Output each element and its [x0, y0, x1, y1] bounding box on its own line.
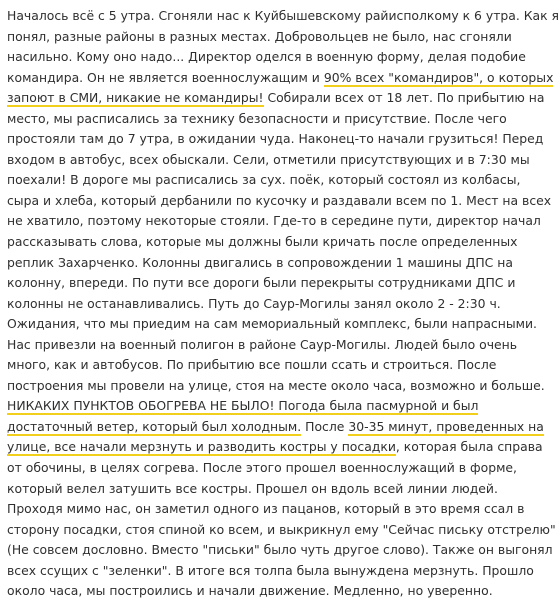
text-line: [7, 211, 541, 232]
text-line: [7, 417, 544, 438]
text-line: [7, 170, 530, 191]
text-segment: простояли там до 7 утра, в ожидании чуда. Наконец-то начали грузиться! Перед: [7, 131, 544, 147]
text-line: [7, 355, 530, 376]
text-segment: около часа, мы построились и начали движение. Медленно, но уверенно.: [7, 583, 493, 599]
highlighted-text: достаточный ветер, который был холодным.: [7, 418, 302, 434]
text-line: [7, 88, 545, 109]
text-line: [7, 499, 530, 520]
text-segment: место, мы расписались за технику безопасности и присутствие. После чего: [7, 110, 507, 126]
text-segment: который велел затушить все костры. Прошел он вдоль всей линии людей.: [7, 480, 498, 496]
highlighted-text: 90% всех "командиров", о которых: [323, 69, 554, 85]
text-line: [7, 150, 530, 171]
text-line: [7, 68, 554, 89]
text-line: [7, 294, 530, 315]
text-segment: (Не совсем дословно. Вместо "письки" было чуть другое слово). Также он выгонял: [7, 542, 553, 558]
text-line: [7, 376, 545, 397]
text-line: [7, 6, 559, 27]
text-line: [7, 437, 543, 458]
text-segment: понял, разные районы в разных местах. Добровольцев не было, нас сгоняли: [7, 28, 512, 44]
text-segment: поехали! В дороге мы расписались за сух. поёк, который состоял из колбасы,: [7, 172, 521, 188]
text-line: [7, 273, 530, 294]
text-segment: рассказывать слова, которые мы должны были кричать после определенных: [7, 234, 518, 250]
text-segment: насильно. Кому оно надо... Директор оделся в военную форму, делая подобие: [7, 49, 526, 65]
text-line: [7, 335, 530, 356]
text-segment: Проходя мимо нас, он заметил одного из пацанов, который в это время ссал в: [7, 501, 525, 517]
highlighted-text: улице, все начали мерзнуть и разводить костры у посадки: [7, 439, 396, 455]
text-line: [7, 191, 552, 212]
text-line: [7, 253, 530, 274]
highlighted-text: Погода была пасмурной и был: [274, 398, 479, 414]
text-segment: колонну, впереди. По пути все дороги были перекрыты сотрудниками ДПС и: [7, 275, 516, 291]
text-segment: всех ссущих с "зеленки". В итоге вся толпа была вынуждена мерзнуть. Прошло: [7, 562, 534, 578]
highlighted-text: запоют в СМИ, никакие не командиры!: [7, 90, 264, 106]
text-line: [7, 396, 530, 417]
text-segment: сыра и хлеба, который дербанили по кусочку и раздавали всем по 1. Мест на всех: [7, 192, 552, 208]
text-segment: командира. Он не является военнослужащим и: [7, 69, 324, 85]
text-segment: , которая была справа: [395, 439, 543, 455]
text-segment: Ожидания, что мы приедим на сам мемориальный комплекс, были напрасными.: [7, 316, 537, 332]
text-line: [7, 232, 530, 253]
text-line: [7, 479, 530, 500]
text-segment: построения мы провели на улице, стоя на месте около часа, возможно и больше.: [7, 377, 545, 393]
text-segment: Началось всё с 5 утра. Сгоняли нас к Куйбышевскому райисполкому к 6 утра. Как я: [7, 8, 559, 23]
highlighted-text: 30-35 минут, проведенных на: [348, 418, 544, 434]
text-line: [7, 581, 530, 602]
text-segment: После: [301, 418, 349, 434]
highlighted-text: НИКАКИХ ПУНКТОВ ОБОГРЕВА НЕ БЫЛО!: [7, 398, 275, 414]
text-segment: Собирали всех от 18 лет. По прибытию на: [263, 90, 545, 106]
text-line: [7, 109, 530, 130]
text-line: [7, 27, 530, 48]
text-segment: много, как и автобусов. По прибытию все пошли ссать и строиться. После: [7, 357, 497, 373]
text-segment: колонны не останавливались. Путь до Саур-Могилы занял около 2 - 2:30 ч.: [7, 295, 501, 311]
text-line: [7, 314, 537, 335]
text-line: [7, 129, 544, 150]
text-segment: от обочины, в целях согрева. После этого прошел военнослужащий в форме,: [7, 460, 517, 476]
text-segment: не хватило, поэтому некоторые стояли. Где-то в середине пути, директор начал: [7, 213, 541, 229]
text-line: [7, 47, 530, 68]
text-segment: входом в автобус, всех обыскали. Сели, отметили присутствующих и в 7:30 мы: [7, 151, 530, 167]
text-line: [7, 561, 534, 582]
text-line: [7, 458, 530, 479]
text-line: [7, 520, 556, 541]
text-segment: Нас привезли на военный полигон в районе Саур-Могилы. Людей было очень: [7, 336, 518, 352]
text-line: [7, 540, 553, 561]
text-segment: реплик Захарченко. Колонны двигались в сопровождении 1 машины ДПС на: [7, 254, 513, 270]
text-segment: сторону посадки, стоя спиной ко всем, и выкрикнул ему "Сейчас письку отстрелю": [7, 521, 556, 537]
